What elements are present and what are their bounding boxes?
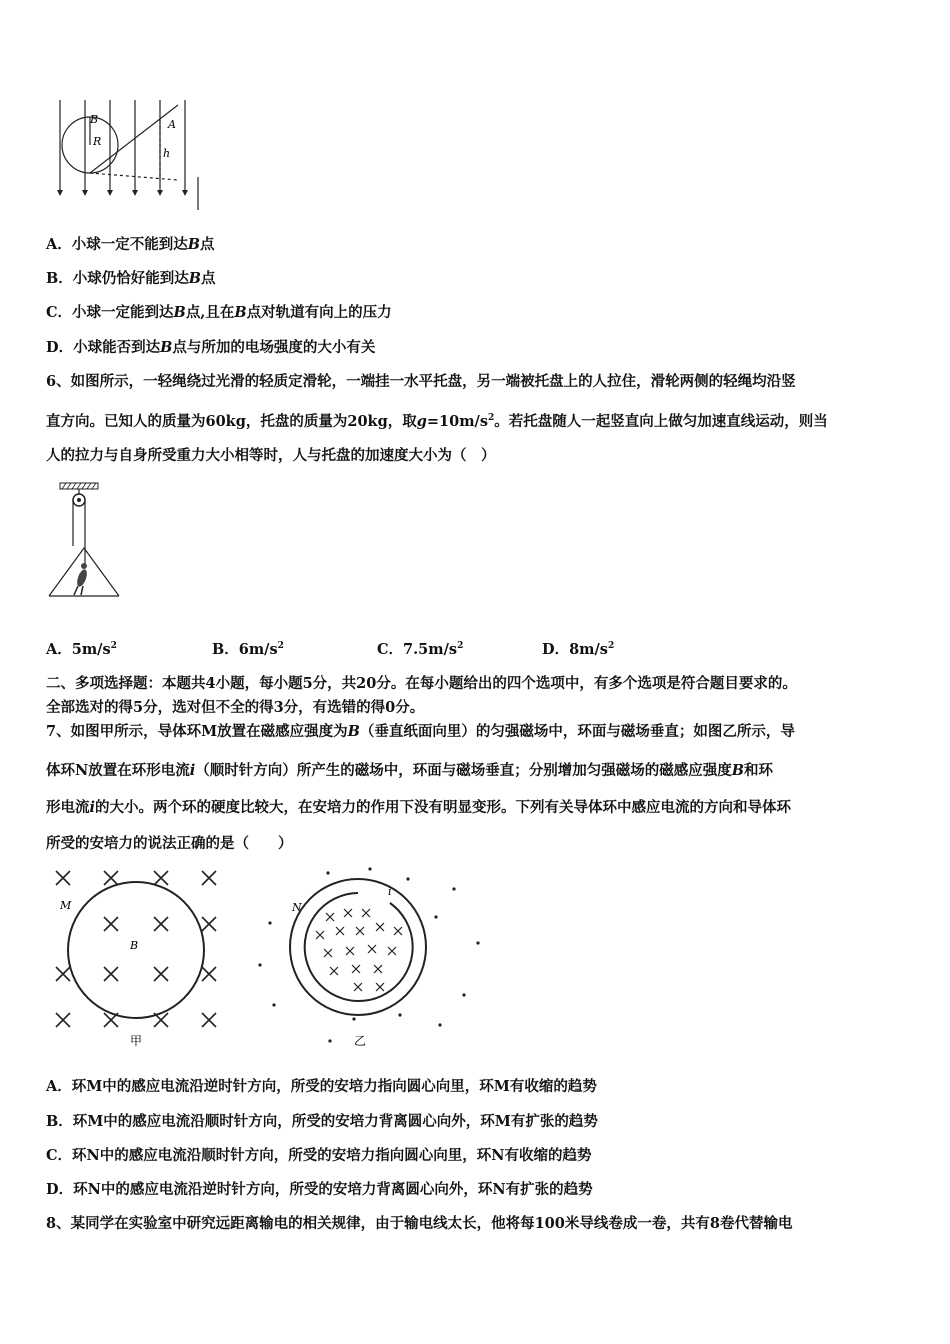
q5-option-c: C．小球一定能到达B点,且在B点对轨道有向上的压力 <box>46 304 392 321</box>
ring-n <box>290 879 426 1015</box>
caption-jia: 甲 <box>130 1034 143 1048</box>
q7-line-1: 7、如图甲所示，导体环M放置在磁感应强度为B（垂直纸面向里）的匀强磁场中，环面与磁场垂直；如图乙所示，导 <box>46 723 795 740</box>
q7-option-c: C．环N中的感应电流沿顺时针方向，所受的安培力指向圆心向里，环N有收缩的趋势 <box>46 1147 592 1164</box>
label-r: R <box>93 135 102 148</box>
label-b-field: B <box>130 939 139 952</box>
q6-option-d: D．$8m/s^2$ <box>542 641 615 658</box>
label-a: A <box>168 118 176 131</box>
q6-option-c: C．$7.5m/s^2$ <box>377 641 464 658</box>
q7-option-d: D．环N中的感应电流沿逆时针方向，所受的安培力背离圆心向外，环N有扩张的趋势 <box>46 1181 593 1198</box>
q7-line-4: 所受的安培力的说法正确的是（ ） <box>46 835 293 852</box>
section-2-line-2: 全部选对的得5分，选对但不全的得3分，有选错的得0分。 <box>46 699 425 716</box>
q6-option-a: A．$5m/s^2$ <box>46 641 117 658</box>
ring-m-figure <box>46 865 236 1055</box>
label-b: B <box>90 113 99 126</box>
q5-option-b: B．小球仍恰好能到达B点 <box>46 270 216 287</box>
q7-line-3: 形电流i的大小。两个环的硬度比较大，在安培力的作用下没有明显变形。下列有关导体环中感应电流的方向和导体环 <box>46 799 792 816</box>
caption-yi: 乙 <box>354 1034 367 1048</box>
q7-line-2: 体环N放置在环形电流i（顺时针方向）所产生的磁场中，环面与磁场垂直；分别增加匀强磁场的磁感应强度B和环 <box>46 762 774 779</box>
loop-track-figure <box>50 95 210 215</box>
q5-option-d: D．小球能否到达B点与所加的电场强度的大小有关 <box>46 339 376 356</box>
label-h: h <box>163 147 171 160</box>
section-2-line-1: 二、多项选择题：本题共4小题，每小题5分，共20分。在每小题给出的四个选项中，有多个选项是符合题目要求的。 <box>46 675 797 692</box>
q7-option-b: B．环M中的感应电流沿顺时针方向，所受的安培力背离圆心向外，环M有扩张的趋势 <box>46 1113 598 1130</box>
q8-line-1: 8、某同学在实验室中研究远距离输电的相关规律，由于输电线太长，他将每100米导线卷成一卷，共有8卷代替输电 <box>46 1215 793 1232</box>
q6-line-1: 6、如图所示，一轻绳绕过光滑的轻质定滑轮，一端挂一水平托盘，另一端被托盘上的人拉住，滑轮两侧的轻绳均沿竖 <box>46 373 796 390</box>
pulley-figure <box>44 478 129 603</box>
q5-option-a: A．小球一定不能到达B点 <box>46 236 215 253</box>
label-m: M <box>60 899 72 912</box>
dot-marks <box>258 867 479 1042</box>
label-i: i <box>388 885 392 898</box>
q6-option-b: B．$6m/s^2$ <box>212 641 284 658</box>
label-n: N <box>292 901 302 914</box>
q6-line-2: 直方向。已知人的质量为60kg，托盘的质量为20kg，取$g=10m/s^2$。若托盘随人一起竖直向上做匀加速直线运动，则当 <box>46 412 828 430</box>
ring-n-figure <box>250 865 490 1055</box>
q7-option-a: A．环M中的感应电流沿逆时针方向，所受的安培力指向圆心向里，环M有收缩的趋势 <box>46 1078 597 1095</box>
q6-line-3: 人的拉力与自身所受重力大小相等时，人与托盘的加速度大小为（ ） <box>46 447 496 464</box>
